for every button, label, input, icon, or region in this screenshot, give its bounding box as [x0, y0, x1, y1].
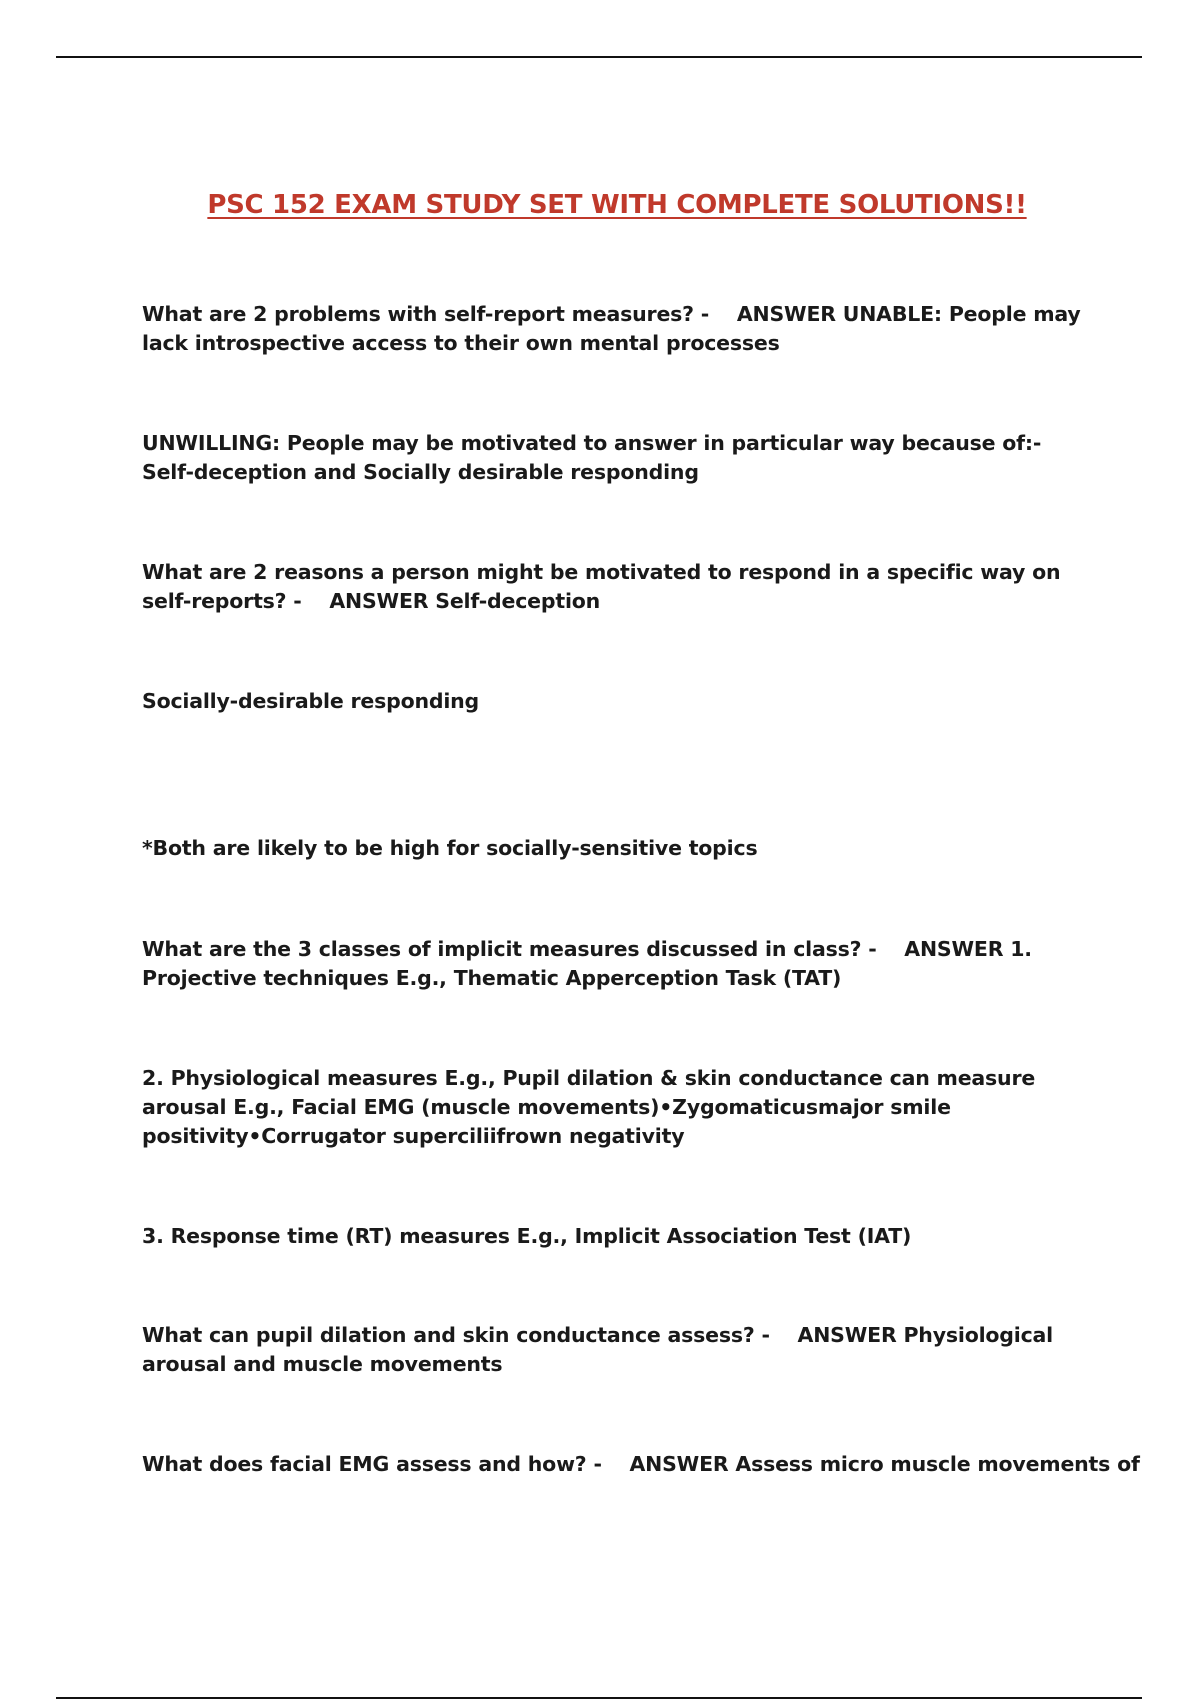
document-title: PSC 152 EXAM STUDY SET WITH COMPLETE SOLUTIONS!! [207, 190, 1027, 220]
paragraph-9: What can pupil dilation and skin conductance assess? - ANSWER Physiological arousal and muscle movements [142, 1323, 1060, 1376]
bottom-rule [56, 1697, 1142, 1699]
paragraph-10: What does facial EMG assess and how? - ANSWER Assess micro muscle movements of [142, 1452, 1140, 1476]
paragraph-2: UNWILLING: People may be motivated to answer in particular way because of:-Self-deception and Socially desirable responding [142, 431, 1042, 484]
paragraph-1: What are 2 problems with self-report measures? - ANSWER UNABLE: People may lack introspective access to their own mental processes [142, 302, 1088, 355]
top-rule [56, 56, 1142, 58]
paragraph-6: What are the 3 classes of implicit measures discussed in class? - ANSWER 1. Projective techniques E.g., Thematic Apperception Task (TAT) [142, 937, 1039, 990]
paragraph-8: 3. Response time (RT) measures E.g., Implicit Association Test (IAT) [142, 1224, 912, 1248]
paragraph-5: *Both are likely to be high for socially-sensitive topics [142, 836, 758, 860]
paragraph-4: Socially-desirable responding [142, 689, 480, 713]
paragraph-3: What are 2 reasons a person might be motivated to respond in a specific way on self-reports? - ANSWER Self-deception [142, 560, 1068, 613]
paragraph-7: 2. Physiological measures E.g., Pupil dilation & skin conductance can measure arousal E.g., Facial EMG (muscle movements)•Zygomaticusmajor smile positivity•Corrugator superciliifrown negativity [142, 1066, 1042, 1148]
